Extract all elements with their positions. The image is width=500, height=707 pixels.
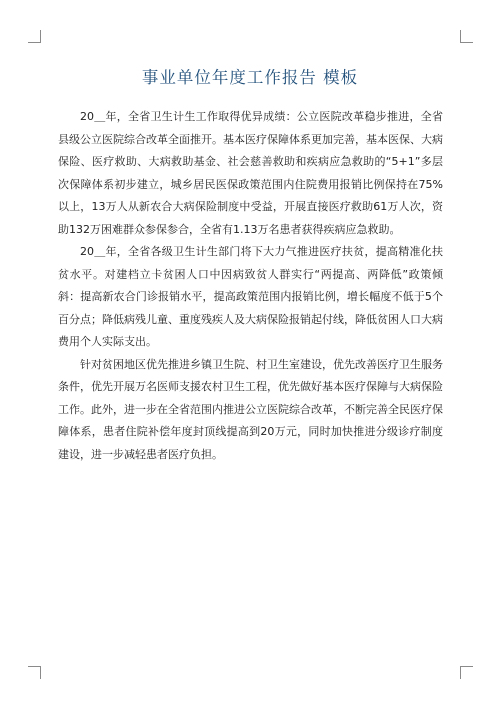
crop-mark-top-left xyxy=(28,30,41,43)
document-title: 事业单位年度工作报告 模板 xyxy=(141,68,359,87)
crop-mark-top-right xyxy=(460,30,473,43)
paragraph-1: 20＿年，全省卫生计生工作取得优异成绩：公立医院改革稳步推进，全省县级公立医院综合改革全面推开。基本医疗保障体系更加完善，基本医保、大病保险、医疗救助、大病救助基金、社会慈善救助和疾病应急救助的“5+1”多层次保障体系初步建立，城乡居民医保政策范围内住院费用报销比例保持在75%以上，13万人从新农合大病保险制度中受益，开展直接医疗救助61万人次，资助132万困难群众参保参合，全省有1.13万名患者获得疾病应急救助。 xyxy=(58,110,443,236)
document-body xyxy=(58,106,443,466)
crop-mark-bottom-left xyxy=(28,666,41,679)
paragraph-3: 针对贫困地区优先推进乡镇卫生院、村卫生室建设，优先改善医疗卫生服务条件，优先开展万名医师支援农村卫生工程，优先做好基本医疗保障与大病保险工作。此外，进一步在全省范围内推进公立医院综合改革，不断完善全民医疗保障体系，患者住院补偿年度封顶线提高到20万元，同时加快推进分级诊疗制度建设，进一步减轻患者医疗负担。 xyxy=(58,357,443,461)
paragraph-2: 20＿年，全省各级卫生计生部门将下大力气推进医疗扶贫，提高精准化扶贫水平。对建档立卡贫困人口中因病致贫人群实行“两提高、两降低”政策倾斜：提高新农合门诊报销水平，提高政策范围内报销比例，增长幅度不低于5个百分点；降低病残儿童、重度残疾人及大病保险报销起付线，降低贫困人口大病费用个人实际支出。 xyxy=(58,245,443,348)
crop-mark-bottom-right xyxy=(460,666,473,679)
